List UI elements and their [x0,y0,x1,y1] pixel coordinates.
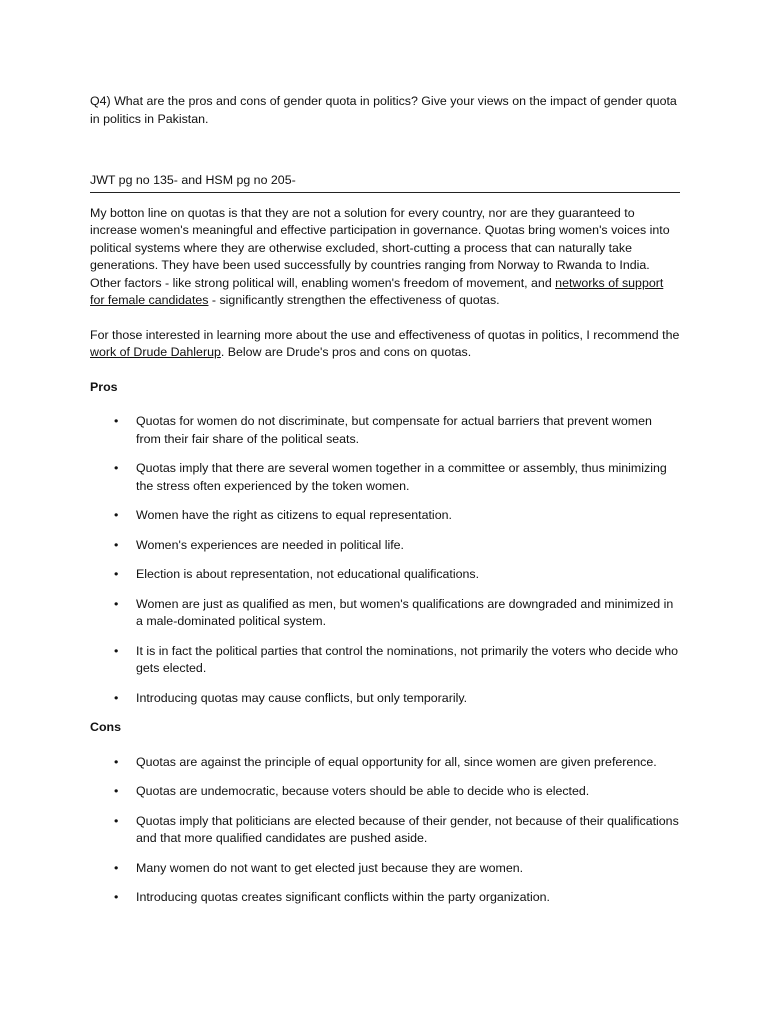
pros-list [90,413,680,707]
bullet-icon: • [114,643,119,658]
drude-dahlerup-link[interactable]: work of Drude Dahlerup [90,345,221,359]
list-item [90,507,680,525]
list-item [90,889,680,907]
pros-item-text: It is in fact the political parties that control the nominations, not primarily the voters who decide who gets elected. [136,643,679,675]
bullet-icon: • [114,461,119,475]
cons-item-text: Quotas are undemocratic, because voters should be able to decide who is elected. [136,784,590,798]
cons-item-text: Introducing quotas creates significant conflicts within the party organization. [136,890,550,904]
reference-line: JWT pg no 135- and HSM pg no 205- [90,172,680,193]
pros-item-text: Election is about representation, not educational qualifications. [136,567,480,581]
pros-item-text: Quotas imply that there are several women together in a committee or assembly, thus minimizing the stress often experienced by the token women. [136,461,667,493]
intro-text-after-link: - significantly strengthen the effectiveness of quotas. [208,293,500,307]
bullet-icon: • [114,784,119,798]
cons-item-text: Quotas are against the principle of equal opportunity for all, since women are given preference. [136,754,657,769]
cons-item-text: Many women do not want to get elected just because they are women. [136,860,524,875]
list-item [90,460,680,495]
bullet-icon: • [114,414,119,428]
cons-item-text: Quotas imply that politicians are elected because of their gender, not because of their qualifications and that more qualified candidates are pushed aside. [136,813,679,845]
bullet-icon: • [114,754,119,769]
pros-item-text: Quotas for women do not discriminate, but compensate for actual barriers that prevent women from their fair share of the political seats. [136,414,652,446]
list-item [90,413,680,448]
list-item [90,813,680,848]
document-page [90,93,680,919]
bullet-icon: • [114,813,119,828]
list-item [90,566,680,584]
list-item [90,643,680,678]
bullet-icon: • [114,537,119,552]
bullet-icon: • [114,690,119,705]
list-item [90,537,680,555]
cons-list [90,754,680,907]
bullet-icon: • [114,508,119,522]
cons-heading: Cons [90,720,121,734]
bullet-icon: • [114,567,119,581]
list-item [90,596,680,631]
pros-item-text: Women have the right as citizens to equal representation. [136,508,452,522]
recommend-paragraph [90,327,680,362]
recommend-text-after-link: . Below are Drude's pros and cons on quotas. [220,345,472,359]
pros-heading: Pros [90,379,118,394]
bullet-icon: • [114,890,119,904]
bullet-icon: • [114,860,119,875]
list-item [90,690,680,708]
question-text: Q4) What are the pros and cons of gender quota in politics? Give your views on the impact of gender quota in politics in Pakistan. [90,94,677,126]
list-item [90,860,680,878]
recommend-text-before-link: For those interested in learning more about the use and effectiveness of quotas in politics, I recommend the [90,327,680,342]
pros-item-text: Women's experiences are needed in political life. [136,537,404,552]
pros-item-text: Introducing quotas may cause conflicts, but only temporarily. [136,690,468,705]
intro-text-before-link: My botton line on quotas is that they are not a solution for every country, nor are they guaranteed to increase women's meaningful and effective participation in governance. Quotas bring women's voices into political systems where they are otherwise excluded, short-cutting a process that can naturally take generations. They have been used successfully by countries ranging from Norway to Rwanda to India. Other factors - like strong political will, enabling women's freedom of movement, and [90,205,670,290]
intro-paragraph [90,205,680,310]
list-item [90,783,680,801]
list-item [90,754,680,772]
bullet-icon: • [114,596,119,611]
networks-support-link[interactable]: networks of support for female candidates [90,275,664,307]
pros-item-text: Women are just as qualified as men, but women's qualifications are downgraded and minimized in a male-dominated political system. [136,596,674,628]
